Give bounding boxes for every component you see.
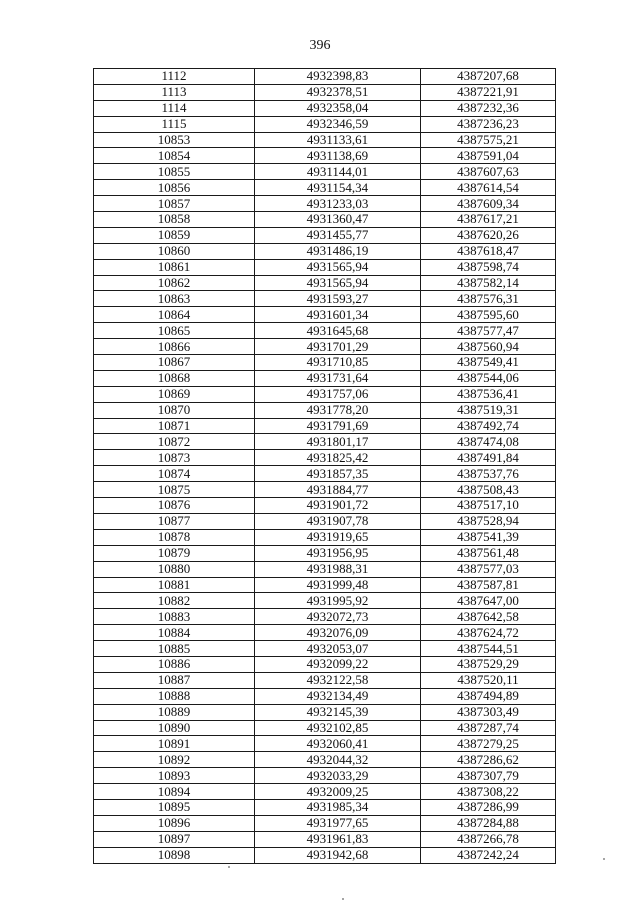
y-coordinate-cell: 4387576,31	[421, 291, 556, 307]
table-row	[94, 418, 556, 434]
x-coordinate-cell: 4931710,85	[255, 355, 421, 371]
y-coordinate-cell: 4387303,49	[421, 704, 556, 720]
table-row	[94, 275, 556, 291]
y-coordinate-cell: 4387519,31	[421, 402, 556, 418]
y-coordinate-cell: 4387614,54	[421, 180, 556, 196]
point-number-cell: 10854	[94, 148, 255, 164]
point-number-cell: 10882	[94, 593, 255, 609]
point-number-cell: 10866	[94, 339, 255, 355]
y-coordinate-cell: 4387232,36	[421, 100, 556, 116]
y-coordinate-cell: 4387307,79	[421, 768, 556, 784]
x-coordinate-cell: 4931961,83	[255, 831, 421, 847]
table-row	[94, 339, 556, 355]
point-number-cell: 10881	[94, 577, 255, 593]
y-coordinate-cell: 4387582,14	[421, 275, 556, 291]
y-coordinate-cell: 4387207,68	[421, 69, 556, 85]
table-row	[94, 291, 556, 307]
x-coordinate-cell: 4931942,68	[255, 847, 421, 863]
point-number-cell: 10896	[94, 815, 255, 831]
point-number-cell: 10879	[94, 545, 255, 561]
y-coordinate-cell: 4387284,88	[421, 815, 556, 831]
table-row	[94, 577, 556, 593]
y-coordinate-cell: 4387266,78	[421, 831, 556, 847]
point-number-cell: 10895	[94, 799, 255, 815]
x-coordinate-cell: 4931731,64	[255, 370, 421, 386]
table-row	[94, 545, 556, 561]
y-coordinate-cell: 4387221,91	[421, 84, 556, 100]
table-row	[94, 768, 556, 784]
x-coordinate-cell: 4931360,47	[255, 212, 421, 228]
point-number-cell: 10880	[94, 561, 255, 577]
point-number-cell: 10889	[94, 704, 255, 720]
table-row	[94, 466, 556, 482]
x-coordinate-cell: 4932358,04	[255, 100, 421, 116]
table-row	[94, 69, 556, 85]
y-coordinate-cell: 4387541,39	[421, 529, 556, 545]
y-coordinate-cell: 4387618,47	[421, 243, 556, 259]
table-row	[94, 355, 556, 371]
table-row	[94, 243, 556, 259]
scan-speck	[342, 898, 344, 900]
page-number: 396	[309, 38, 331, 53]
y-coordinate-cell: 4387536,41	[421, 386, 556, 402]
table-row	[94, 529, 556, 545]
y-coordinate-cell: 4387577,03	[421, 561, 556, 577]
table-row	[94, 498, 556, 514]
y-coordinate-cell: 4387279,25	[421, 736, 556, 752]
y-coordinate-cell: 4387598,74	[421, 259, 556, 275]
point-number-cell: 10898	[94, 847, 255, 863]
y-coordinate-cell: 4387474,08	[421, 434, 556, 450]
x-coordinate-cell: 4931985,34	[255, 799, 421, 815]
table-row	[94, 450, 556, 466]
table-row	[94, 815, 556, 831]
x-coordinate-cell: 4932076,09	[255, 625, 421, 641]
point-number-cell: 10874	[94, 466, 255, 482]
x-coordinate-cell: 4931144,01	[255, 164, 421, 180]
y-coordinate-cell: 4387492,74	[421, 418, 556, 434]
table-row	[94, 656, 556, 672]
y-coordinate-cell: 4387595,60	[421, 307, 556, 323]
point-number-cell: 10891	[94, 736, 255, 752]
x-coordinate-cell: 4931601,34	[255, 307, 421, 323]
table-row	[94, 625, 556, 641]
x-coordinate-cell: 4931907,78	[255, 513, 421, 529]
x-coordinate-cell: 4931884,77	[255, 482, 421, 498]
y-coordinate-cell: 4387609,34	[421, 196, 556, 212]
table-row	[94, 196, 556, 212]
table-row	[94, 132, 556, 148]
table-row	[94, 259, 556, 275]
point-number-cell: 10867	[94, 355, 255, 371]
table-row	[94, 307, 556, 323]
x-coordinate-cell: 4932102,85	[255, 720, 421, 736]
table-row	[94, 402, 556, 418]
x-coordinate-cell: 4931455,77	[255, 227, 421, 243]
point-number-cell: 10875	[94, 482, 255, 498]
x-coordinate-cell: 4931977,65	[255, 815, 421, 831]
table-row	[94, 386, 556, 402]
y-coordinate-cell: 4387544,51	[421, 641, 556, 657]
x-coordinate-cell: 4932033,29	[255, 768, 421, 784]
x-coordinate-cell: 4931825,42	[255, 450, 421, 466]
y-coordinate-cell: 4387575,21	[421, 132, 556, 148]
point-number-cell: 10859	[94, 227, 255, 243]
table-row	[94, 736, 556, 752]
y-coordinate-cell: 4387560,94	[421, 339, 556, 355]
coordinates-table-body	[94, 69, 556, 864]
point-number-cell: 10883	[94, 609, 255, 625]
point-number-cell: 10865	[94, 323, 255, 339]
y-coordinate-cell: 4387491,84	[421, 450, 556, 466]
point-number-cell: 10892	[94, 752, 255, 768]
x-coordinate-cell: 4932346,59	[255, 116, 421, 132]
y-coordinate-cell: 4387587,81	[421, 577, 556, 593]
y-coordinate-cell: 4387620,26	[421, 227, 556, 243]
table-row	[94, 164, 556, 180]
point-number-cell: 10862	[94, 275, 255, 291]
x-coordinate-cell: 4931995,92	[255, 593, 421, 609]
point-number-cell: 10861	[94, 259, 255, 275]
table-row	[94, 513, 556, 529]
point-number-cell: 10885	[94, 641, 255, 657]
x-coordinate-cell: 4931988,31	[255, 561, 421, 577]
point-number-cell: 10853	[94, 132, 255, 148]
x-coordinate-cell: 4931486,19	[255, 243, 421, 259]
x-coordinate-cell: 4932044,32	[255, 752, 421, 768]
x-coordinate-cell: 4932378,51	[255, 84, 421, 100]
table-row	[94, 148, 556, 164]
table-row	[94, 84, 556, 100]
point-number-cell: 10860	[94, 243, 255, 259]
y-coordinate-cell: 4387642,58	[421, 609, 556, 625]
point-number-cell: 10858	[94, 212, 255, 228]
table-row	[94, 116, 556, 132]
x-coordinate-cell: 4932009,25	[255, 784, 421, 800]
y-coordinate-cell: 4387617,21	[421, 212, 556, 228]
y-coordinate-cell: 4387517,10	[421, 498, 556, 514]
x-coordinate-cell: 4931857,35	[255, 466, 421, 482]
point-number-cell: 10878	[94, 529, 255, 545]
y-coordinate-cell: 4387561,48	[421, 545, 556, 561]
table-row	[94, 704, 556, 720]
y-coordinate-cell: 4387528,94	[421, 513, 556, 529]
x-coordinate-cell: 4932122,58	[255, 672, 421, 688]
x-coordinate-cell: 4931701,29	[255, 339, 421, 355]
table-row	[94, 212, 556, 228]
y-coordinate-cell: 4387537,76	[421, 466, 556, 482]
point-number-cell: 10887	[94, 672, 255, 688]
table-row	[94, 593, 556, 609]
x-coordinate-cell: 4932145,39	[255, 704, 421, 720]
x-coordinate-cell: 4932072,73	[255, 609, 421, 625]
table-row	[94, 847, 556, 863]
x-coordinate-cell: 4931919,65	[255, 529, 421, 545]
x-coordinate-cell: 4931138,69	[255, 148, 421, 164]
y-coordinate-cell: 4387591,04	[421, 148, 556, 164]
point-number-cell: 10888	[94, 688, 255, 704]
y-coordinate-cell: 4387236,23	[421, 116, 556, 132]
scan-speck	[228, 866, 230, 868]
y-coordinate-cell: 4387624,72	[421, 625, 556, 641]
y-coordinate-cell: 4387577,47	[421, 323, 556, 339]
point-number-cell: 10876	[94, 498, 255, 514]
x-coordinate-cell: 4932398,83	[255, 69, 421, 85]
table-row	[94, 482, 556, 498]
table-row	[94, 784, 556, 800]
table-row	[94, 609, 556, 625]
table-row	[94, 641, 556, 657]
point-number-cell: 10884	[94, 625, 255, 641]
table-row	[94, 370, 556, 386]
table-row	[94, 688, 556, 704]
y-coordinate-cell: 4387242,24	[421, 847, 556, 863]
x-coordinate-cell: 4931565,94	[255, 259, 421, 275]
y-coordinate-cell: 4387286,62	[421, 752, 556, 768]
point-number-cell: 10877	[94, 513, 255, 529]
y-coordinate-cell: 4387508,43	[421, 482, 556, 498]
table-row	[94, 227, 556, 243]
x-coordinate-cell: 4932060,41	[255, 736, 421, 752]
x-coordinate-cell: 4931593,27	[255, 291, 421, 307]
point-number-cell: 10873	[94, 450, 255, 466]
point-number-cell: 10864	[94, 307, 255, 323]
point-number-cell: 10868	[94, 370, 255, 386]
x-coordinate-cell: 4931778,20	[255, 402, 421, 418]
table-row	[94, 799, 556, 815]
table-row	[94, 100, 556, 116]
x-coordinate-cell: 4931901,72	[255, 498, 421, 514]
x-coordinate-cell: 4931801,17	[255, 434, 421, 450]
point-number-cell: 10855	[94, 164, 255, 180]
point-number-cell: 1113	[94, 84, 255, 100]
x-coordinate-cell: 4931645,68	[255, 323, 421, 339]
y-coordinate-cell: 4387607,63	[421, 164, 556, 180]
point-number-cell: 10893	[94, 768, 255, 784]
y-coordinate-cell: 4387544,06	[421, 370, 556, 386]
point-number-cell: 1112	[94, 69, 255, 85]
x-coordinate-cell: 4931133,61	[255, 132, 421, 148]
point-number-cell: 10869	[94, 386, 255, 402]
table-row	[94, 180, 556, 196]
table-row	[94, 561, 556, 577]
x-coordinate-cell: 4931154,34	[255, 180, 421, 196]
point-number-cell: 10857	[94, 196, 255, 212]
point-number-cell: 1114	[94, 100, 255, 116]
scan-speck	[603, 858, 605, 860]
table-row	[94, 752, 556, 768]
point-number-cell: 10894	[94, 784, 255, 800]
x-coordinate-cell: 4931233,03	[255, 196, 421, 212]
x-coordinate-cell: 4931791,69	[255, 418, 421, 434]
point-number-cell: 10871	[94, 418, 255, 434]
y-coordinate-cell: 4387494,89	[421, 688, 556, 704]
table-row	[94, 672, 556, 688]
x-coordinate-cell: 4931956,95	[255, 545, 421, 561]
table-row	[94, 323, 556, 339]
table-row	[94, 831, 556, 847]
x-coordinate-cell: 4932053,07	[255, 641, 421, 657]
x-coordinate-cell: 4932099,22	[255, 656, 421, 672]
y-coordinate-cell: 4387520,11	[421, 672, 556, 688]
y-coordinate-cell: 4387549,41	[421, 355, 556, 371]
point-number-cell: 10886	[94, 656, 255, 672]
point-number-cell: 10890	[94, 720, 255, 736]
table-row	[94, 434, 556, 450]
point-number-cell: 1115	[94, 116, 255, 132]
point-number-cell: 10897	[94, 831, 255, 847]
y-coordinate-cell: 4387286,99	[421, 799, 556, 815]
y-coordinate-cell: 4387529,29	[421, 656, 556, 672]
x-coordinate-cell: 4931565,94	[255, 275, 421, 291]
point-number-cell: 10872	[94, 434, 255, 450]
y-coordinate-cell: 4387287,74	[421, 720, 556, 736]
point-number-cell: 10870	[94, 402, 255, 418]
point-number-cell: 10863	[94, 291, 255, 307]
table-row	[94, 720, 556, 736]
y-coordinate-cell: 4387647,00	[421, 593, 556, 609]
coordinates-table	[93, 68, 556, 864]
x-coordinate-cell: 4931757,06	[255, 386, 421, 402]
x-coordinate-cell: 4931999,48	[255, 577, 421, 593]
x-coordinate-cell: 4932134,49	[255, 688, 421, 704]
y-coordinate-cell: 4387308,22	[421, 784, 556, 800]
point-number-cell: 10856	[94, 180, 255, 196]
